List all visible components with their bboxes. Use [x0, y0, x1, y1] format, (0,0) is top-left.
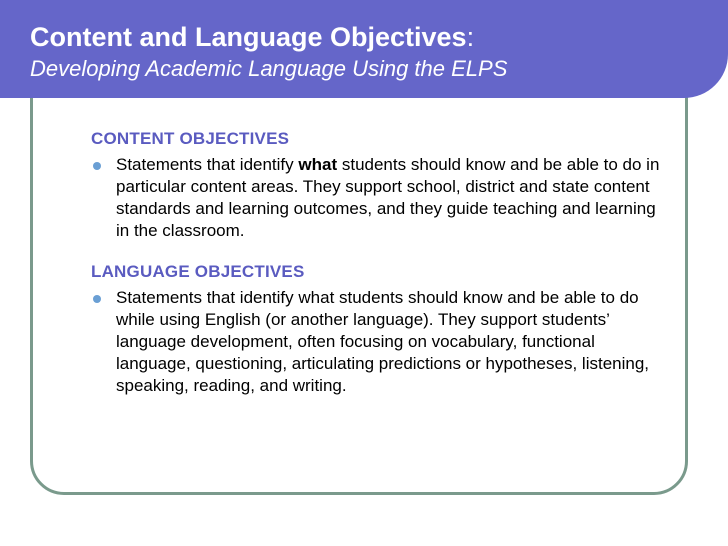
- content-objectives-heading: CONTENT OBJECTIVES: [91, 129, 290, 148]
- language-objectives-bullet: [91, 287, 671, 397]
- bullet-dot-icon: [93, 162, 101, 170]
- section-spacer: [91, 242, 671, 261]
- slide-title-colon: :: [466, 22, 475, 52]
- language-objectives-heading: LANGUAGE OBJECTIVES: [91, 262, 305, 281]
- slide-subtitle: Developing Academic Language Using the ELPS: [30, 56, 508, 81]
- bullet-text-after: students should know and be able to do in particular content areas. They support school, district and state content standards and learning outcomes, and they guide teaching and learning in the classroom.: [116, 155, 660, 240]
- slide-title-text: Content and Language Objectives: [30, 22, 467, 52]
- content-objectives-bullet: [91, 154, 671, 242]
- bullet-dot-icon: [93, 295, 101, 303]
- title-bar: [0, 0, 728, 98]
- slide-content: [91, 128, 671, 397]
- slide-title: [30, 20, 728, 54]
- bullet-text-before: Statements that identify: [116, 155, 299, 174]
- bullet-text: Statements that identify what students should know and be able to do while using English (or another language). They support students’ language development, often focusing on vocabulary, functional language, questioning, articulating predictions or hypotheses, listening, speaking, reading, and writing.: [116, 288, 650, 395]
- bullet-text-emphasis: what: [298, 155, 338, 174]
